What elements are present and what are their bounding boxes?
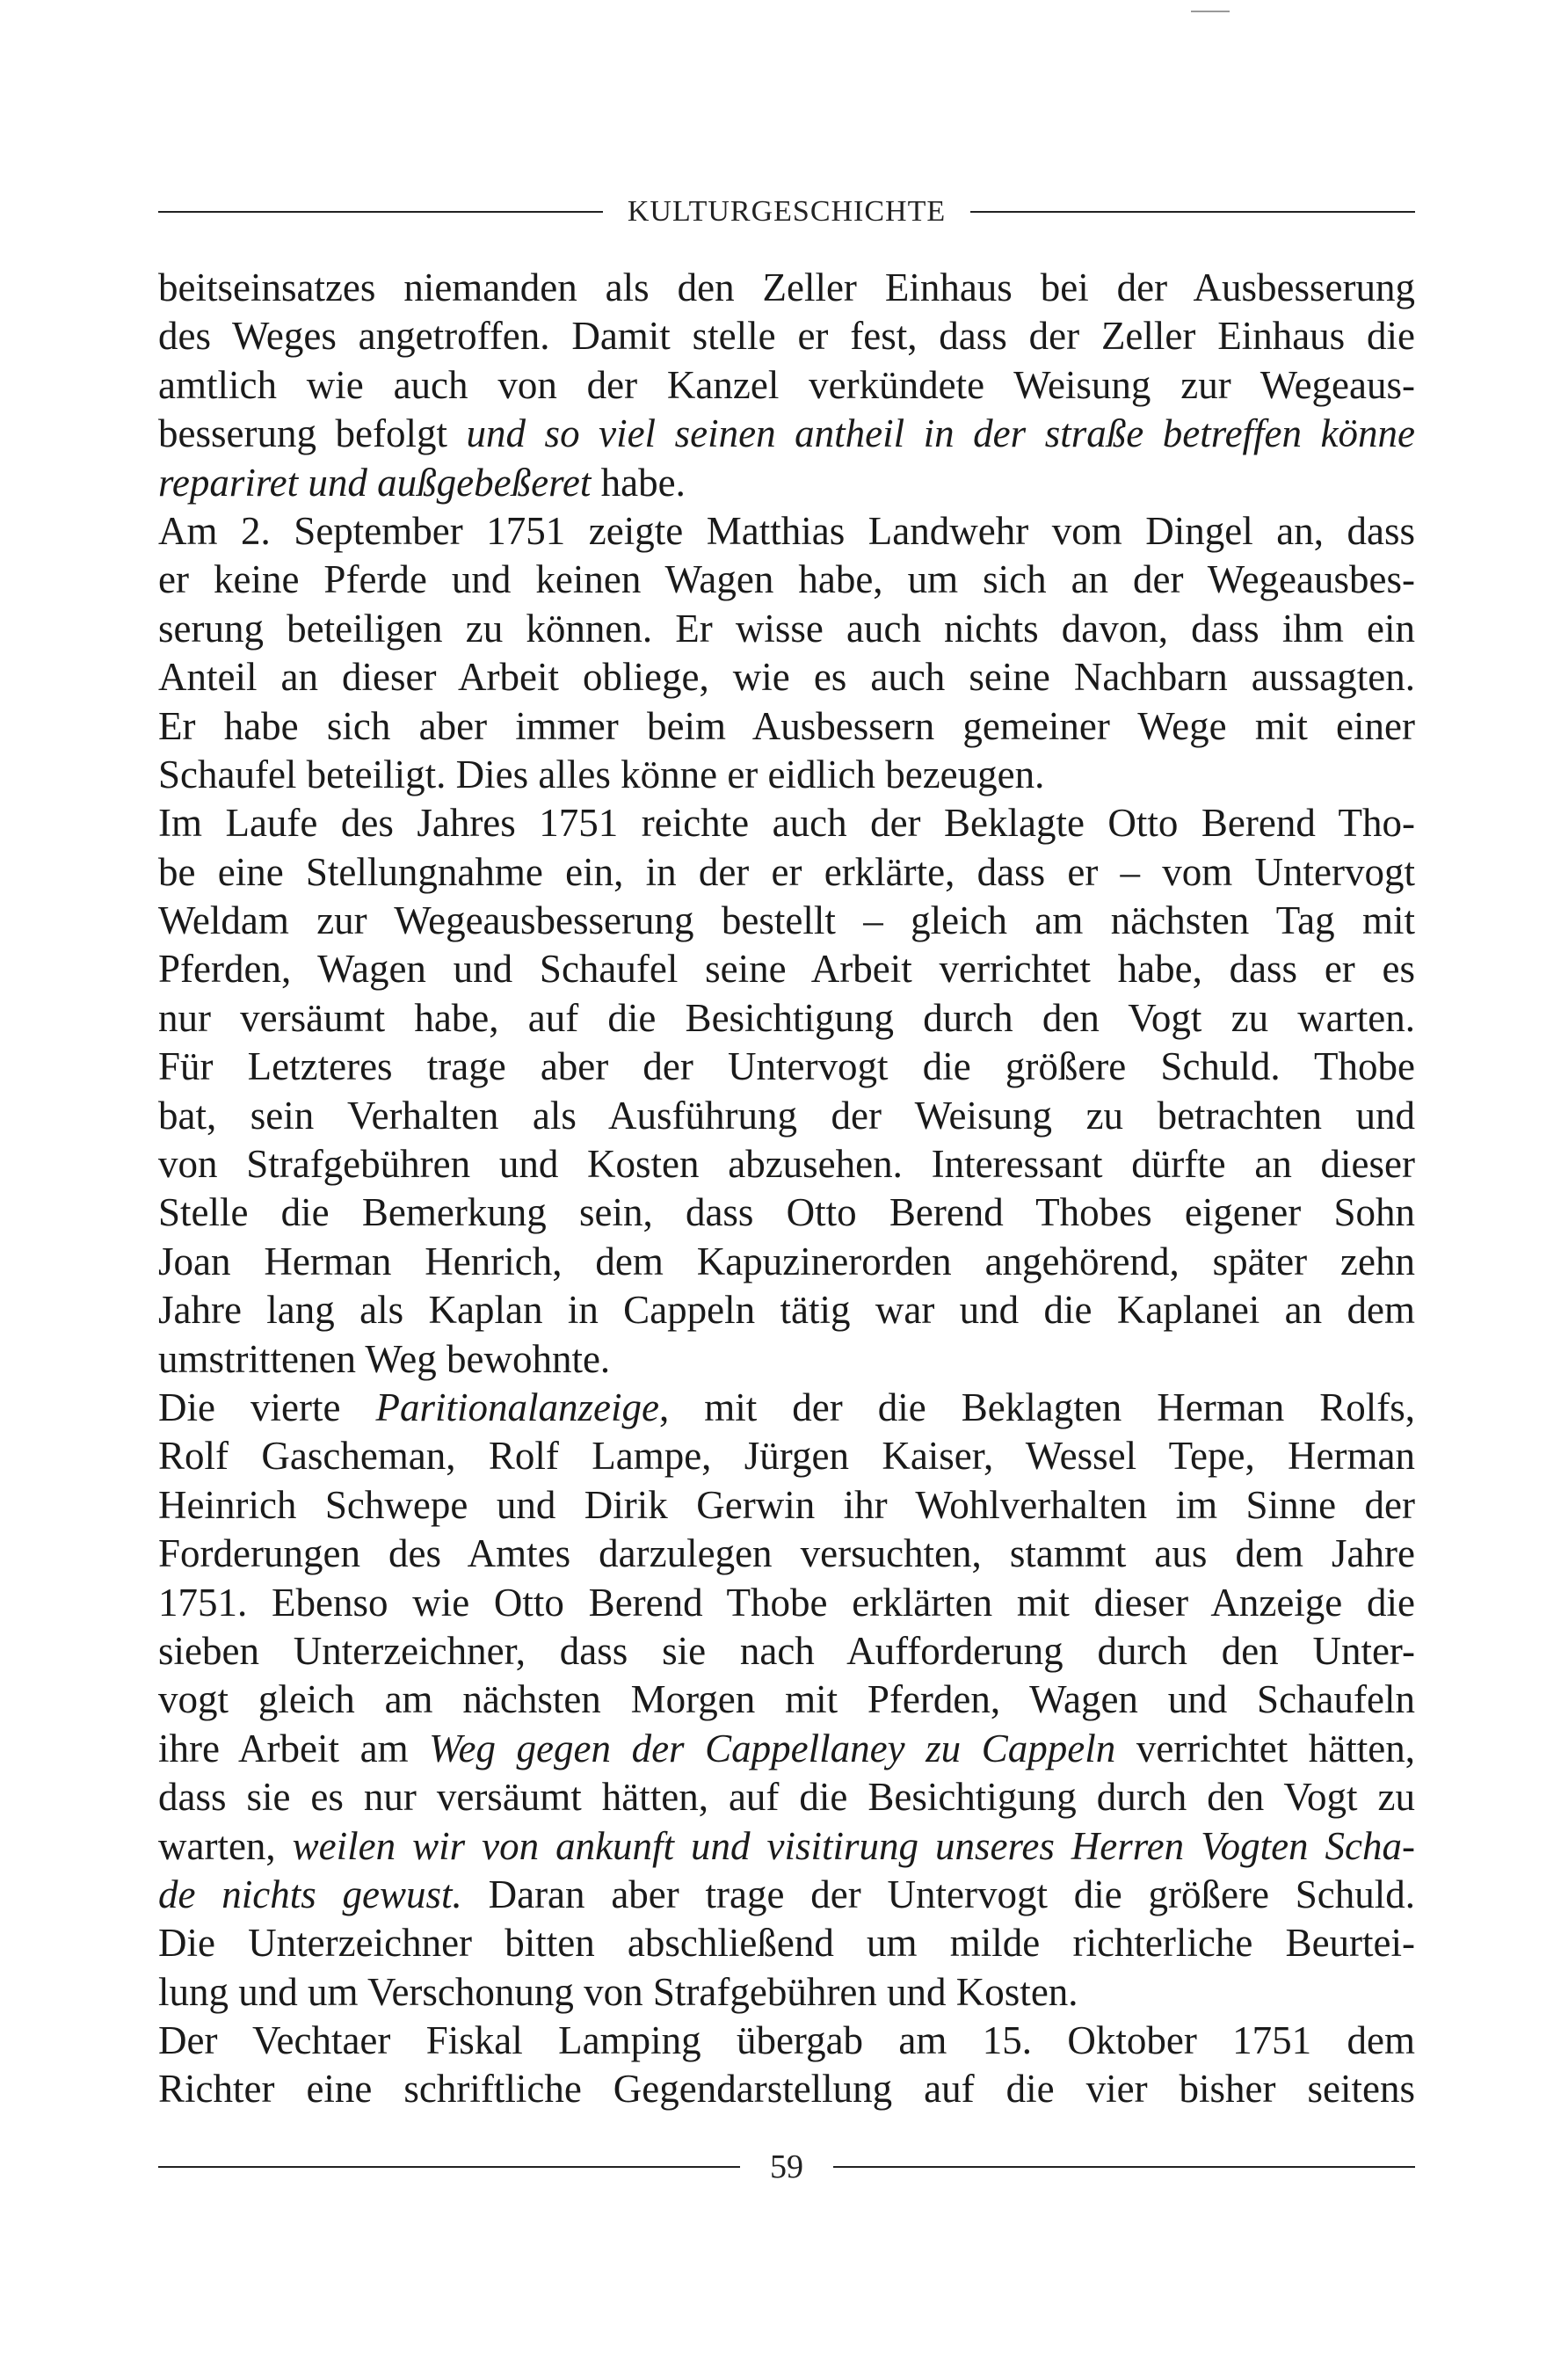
text-line bbox=[158, 556, 1415, 604]
italic-quote: und so viel seinen antheil in der straße betreffen könne bbox=[466, 411, 1416, 456]
text-line bbox=[158, 1773, 1415, 1821]
text-run: umstrittenen Weg bewohnte. bbox=[158, 1336, 611, 1381]
text-run: Pferden, Wagen und Schaufel seine Arbeit verrichtet habe, dass er es bbox=[158, 947, 1415, 992]
italic-quote: de nichts gewust. bbox=[158, 1872, 462, 1916]
text-run: Stelle die Bemerkung sein, dass Otto Berend Thobes eigener Sohn bbox=[158, 1190, 1415, 1235]
footer-rule-right bbox=[833, 2166, 1415, 2168]
text-run: Er habe sich aber immer beim Ausbessern gemeiner Wege mit einer bbox=[158, 703, 1415, 748]
running-header bbox=[158, 190, 1415, 234]
page-footer bbox=[158, 2145, 1415, 2189]
text-run: Die Unterzeichner bitten abschließend um milde richterliche Beurtei- bbox=[158, 1921, 1415, 1966]
italic-quote: Weg gegen der Cappellaney zu Cappeln bbox=[429, 1726, 1116, 1770]
scan-mark bbox=[1191, 11, 1230, 12]
text-line bbox=[158, 751, 1415, 799]
text-line bbox=[158, 994, 1415, 1043]
page-number: 59 bbox=[770, 2148, 803, 2185]
text-line bbox=[158, 459, 1415, 507]
text-run: Weldam zur Wegeausbesserung bestellt – gleich am nächsten Tag mit bbox=[158, 898, 1415, 943]
text-run: Für Letzteres trage aber der Untervogt die größere Schuld. Thobe bbox=[158, 1044, 1415, 1089]
text-line bbox=[158, 945, 1415, 993]
text-line bbox=[158, 1530, 1415, 1578]
text-run: 1751. Ebenso wie Otto Berend Thobe erklärten mit dieser Anzeige die bbox=[158, 1580, 1415, 1625]
text-line bbox=[158, 1579, 1415, 1627]
text-run: bat, sein Verhalten als Ausführung der Weisung zu betrachten und bbox=[158, 1093, 1415, 1138]
text-run: nur versäumt habe, auf die Besichtigung durch den Vogt zu warten. bbox=[158, 995, 1415, 1040]
text-line bbox=[158, 1432, 1415, 1480]
text-line bbox=[158, 1043, 1415, 1091]
text-run: Am 2. September 1751 zeigte Matthias Landwehr vom Dingel an, dass bbox=[158, 508, 1415, 553]
text-line bbox=[158, 1140, 1415, 1189]
italic-quote: repariret und außgebeßeret bbox=[158, 460, 592, 505]
text-run: amtlich wie auch von der Kanzel verkündete Weisung zur Wegeaus- bbox=[158, 362, 1415, 407]
text-run: vogt gleich am nächsten Morgen mit Pferden, Wagen und Schaufeln bbox=[158, 1677, 1415, 1722]
text-line bbox=[158, 1238, 1415, 1286]
text-run: warten, bbox=[158, 1823, 293, 1868]
text-line bbox=[158, 848, 1415, 897]
text-run: Anteil an dieser Arbeit obliege, wie es auch seine Nachbarn aussagten. bbox=[158, 655, 1415, 700]
text-line bbox=[158, 361, 1415, 410]
text-run: von Strafgebühren und Kosten abzusehen. Interessant dürfte an dieser bbox=[158, 1142, 1415, 1187]
text-line bbox=[158, 1627, 1415, 1676]
text-run: Im Laufe des Jahres 1751 reichte auch der Beklagte Otto Berend Tho- bbox=[158, 801, 1415, 846]
text-line bbox=[158, 1092, 1415, 1140]
running-title: KULTURGESCHICHTE bbox=[627, 195, 947, 228]
text-run: Joan Herman Henrich, dem Kapuzinerorden angehörend, später zehn bbox=[158, 1239, 1415, 1283]
text-line bbox=[158, 653, 1415, 702]
text-run: Schaufel beteiligt. Dies alles könne er eidlich bezeugen. bbox=[158, 752, 1045, 796]
text-line bbox=[158, 2065, 1415, 2113]
text-line bbox=[158, 1871, 1415, 1919]
text-line bbox=[158, 1286, 1415, 1334]
text-line bbox=[158, 2017, 1415, 2065]
italic-quote: weilen wir von ankunft und visitirung unseres Herren Vogten Scha- bbox=[292, 1823, 1416, 1868]
text-line bbox=[158, 264, 1415, 312]
text-run: habe. bbox=[591, 460, 686, 505]
text-run: serung beteiligen zu können. Er wisse auch nichts davon, dass ihm ein bbox=[158, 606, 1415, 651]
text-run: Die vierte bbox=[158, 1385, 376, 1429]
text-run: Forderungen des Amtes darzulegen versuchten, stammt aus dem Jahre bbox=[158, 1531, 1415, 1576]
text-line bbox=[158, 312, 1415, 360]
text-line bbox=[158, 1676, 1415, 1724]
text-run: er keine Pferde und keinen Wagen habe, um sich an der Wegeausbes- bbox=[158, 557, 1415, 602]
text-line bbox=[158, 1822, 1415, 1871]
text-run: dass sie es nur versäumt hätten, auf die Besichtigung durch den Vogt zu bbox=[158, 1775, 1415, 1820]
text-run: ihre Arbeit am bbox=[158, 1726, 430, 1770]
text-line bbox=[158, 507, 1415, 556]
text-line bbox=[158, 1919, 1415, 1967]
text-run: Heinrich Schwepe und Dirik Gerwin ihr Wohlverhalten im Sinne der bbox=[158, 1482, 1415, 1527]
text-run: be eine Stellungnahme ein, in der er erklärte, dass er – vom Untervogt bbox=[158, 849, 1415, 894]
text-line bbox=[158, 605, 1415, 653]
text-line bbox=[158, 1384, 1415, 1432]
text-run: sieben Unterzeichner, dass sie nach Aufforderung durch den Unter- bbox=[158, 1628, 1415, 1673]
header-rule-right bbox=[970, 211, 1415, 213]
italic-quote: Paritionalanzeige bbox=[375, 1385, 659, 1429]
text-line bbox=[158, 799, 1415, 847]
text-run: besserung befolgt bbox=[158, 411, 467, 456]
text-run: , mit der die Beklagten Herman Rolfs, bbox=[658, 1385, 1415, 1429]
text-run: Rolf Gascheman, Rolf Lampe, Jürgen Kaiser, Wessel Tepe, Herman bbox=[158, 1434, 1415, 1479]
header-rule-left bbox=[158, 211, 603, 213]
text-line bbox=[158, 410, 1415, 458]
text-run: Daran aber trage der Untervogt die größere Schuld. bbox=[461, 1872, 1416, 1916]
footer-rule-left bbox=[158, 2166, 740, 2168]
text-run: des Weges angetroffen. Damit stelle er fest, dass der Zeller Einhaus die bbox=[158, 314, 1415, 359]
text-line bbox=[158, 1725, 1415, 1773]
text-line bbox=[158, 897, 1415, 945]
text-run: Richter eine schriftliche Gegendarstellung auf die vier bisher seitens bbox=[158, 2067, 1415, 2112]
body-text bbox=[158, 264, 1415, 2114]
text-line bbox=[158, 702, 1415, 751]
text-line bbox=[158, 1189, 1415, 1237]
text-run: Jahre lang als Kaplan in Cappeln tätig war und die Kaplanei an dem bbox=[158, 1288, 1415, 1333]
text-line bbox=[158, 1968, 1415, 2017]
text-run: lung und um Verschonung von Strafgebühren und Kosten. bbox=[158, 1969, 1078, 2014]
text-line bbox=[158, 1481, 1415, 1530]
text-run: Der Vechtaer Fiskal Lamping übergab am 15. Oktober 1751 dem bbox=[158, 2018, 1415, 2063]
text-run: beitseinsatzes niemanden als den Zeller Einhaus bei der Ausbesserung bbox=[158, 265, 1415, 309]
text-line bbox=[158, 1335, 1415, 1384]
text-run: verrichtet hätten, bbox=[1115, 1726, 1416, 1770]
